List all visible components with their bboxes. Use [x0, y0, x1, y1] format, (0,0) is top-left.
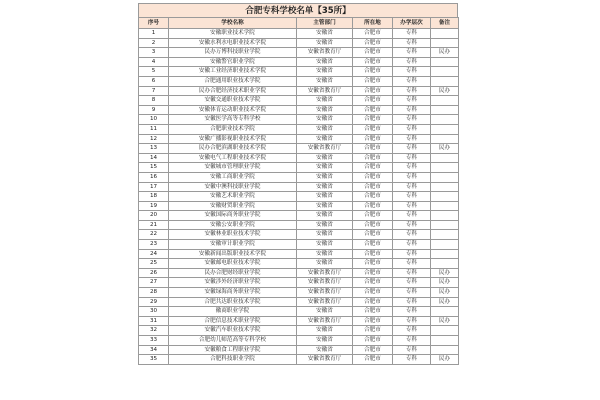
table-title: 合肥专科学校名单【35所】 — [138, 3, 458, 17]
cell-location: 合肥市 — [353, 134, 393, 144]
cell-note: 民办 — [431, 268, 459, 278]
cell-location: 合肥市 — [353, 307, 393, 317]
school-list-sheet — [138, 3, 458, 365]
cell-level: 专科 — [393, 355, 431, 365]
cell-location: 合肥市 — [353, 29, 393, 39]
cell-department: 安徽省 — [297, 201, 353, 211]
cell-index: 25 — [139, 259, 169, 269]
cell-index: 10 — [139, 115, 169, 125]
cell-location: 合肥市 — [353, 38, 393, 48]
cell-index: 8 — [139, 96, 169, 106]
cell-location: 合肥市 — [353, 172, 393, 182]
cell-location: 合肥市 — [353, 57, 393, 67]
cell-index: 2 — [139, 38, 169, 48]
cell-school-name: 安徽职业技术学院 — [169, 29, 297, 39]
cell-department: 安徽省教育厅 — [297, 268, 353, 278]
header-location: 所在地 — [353, 18, 393, 29]
cell-note — [431, 163, 459, 173]
cell-index: 30 — [139, 307, 169, 317]
cell-location: 合肥市 — [353, 230, 393, 240]
cell-school-name: 安徽交通职业技术学院 — [169, 96, 297, 106]
cell-department: 安徽省教育厅 — [297, 288, 353, 298]
cell-level: 专科 — [393, 115, 431, 125]
cell-school-name: 安徽工业经济职业技术学院 — [169, 67, 297, 77]
cell-index: 13 — [139, 144, 169, 154]
cell-level: 专科 — [393, 48, 431, 58]
table-row — [139, 278, 459, 288]
cell-index: 9 — [139, 105, 169, 115]
cell-index: 12 — [139, 134, 169, 144]
cell-note — [431, 201, 459, 211]
cell-note — [431, 220, 459, 230]
cell-department: 安徽省 — [297, 38, 353, 48]
cell-level: 专科 — [393, 211, 431, 221]
cell-level: 专科 — [393, 307, 431, 317]
cell-index: 3 — [139, 48, 169, 58]
cell-school-name: 民办万博科技职业学院 — [169, 48, 297, 58]
cell-department: 安徽省 — [297, 345, 353, 355]
cell-school-name: 安徽中澳科技职业学院 — [169, 182, 297, 192]
cell-note — [431, 124, 459, 134]
table-row — [139, 345, 459, 355]
cell-school-name: 安徽体育运动职业技术学院 — [169, 105, 297, 115]
cell-school-name: 合肥信息技术职业学院 — [169, 316, 297, 326]
cell-location: 合肥市 — [353, 144, 393, 154]
cell-index: 7 — [139, 86, 169, 96]
cell-department: 安徽省教育厅 — [297, 355, 353, 365]
cell-level: 专科 — [393, 201, 431, 211]
cell-note — [431, 96, 459, 106]
cell-department: 安徽省教育厅 — [297, 316, 353, 326]
cell-location: 合肥市 — [353, 153, 393, 163]
cell-note — [431, 153, 459, 163]
cell-note — [431, 336, 459, 346]
cell-department: 安徽省 — [297, 153, 353, 163]
cell-location: 合肥市 — [353, 192, 393, 202]
table-row — [139, 336, 459, 346]
table-row — [139, 38, 459, 48]
cell-school-name: 合肥共达职业技术学院 — [169, 297, 297, 307]
cell-department: 安徽省教育厅 — [297, 278, 353, 288]
cell-note — [431, 240, 459, 250]
cell-location: 合肥市 — [353, 105, 393, 115]
cell-department: 安徽省 — [297, 124, 353, 134]
cell-note — [431, 38, 459, 48]
table-row — [139, 297, 459, 307]
table-row — [139, 230, 459, 240]
cell-school-name: 安徽涉外经济职业学院 — [169, 278, 297, 288]
cell-note — [431, 211, 459, 221]
cell-note — [431, 259, 459, 269]
cell-level: 专科 — [393, 326, 431, 336]
cell-school-name: 合肥通用职业技术学院 — [169, 76, 297, 86]
cell-department: 安徽省 — [297, 67, 353, 77]
cell-department: 安徽省 — [297, 96, 353, 106]
header-index: 序号 — [139, 18, 169, 29]
cell-level: 专科 — [393, 220, 431, 230]
table-row — [139, 105, 459, 115]
cell-school-name: 安徽城市管理职业学院 — [169, 163, 297, 173]
cell-department: 安徽省 — [297, 230, 353, 240]
cell-department: 安徽省 — [297, 220, 353, 230]
cell-index: 16 — [139, 172, 169, 182]
cell-index: 11 — [139, 124, 169, 134]
cell-index: 32 — [139, 326, 169, 336]
cell-level: 专科 — [393, 86, 431, 96]
cell-index: 22 — [139, 230, 169, 240]
cell-index: 29 — [139, 297, 169, 307]
cell-department: 安徽省 — [297, 76, 353, 86]
cell-note — [431, 326, 459, 336]
cell-school-name: 安徽医学高等专科学校 — [169, 115, 297, 125]
cell-school-name: 合肥幼儿师范高等专科学校 — [169, 336, 297, 346]
cell-department: 安徽省 — [297, 172, 353, 182]
table-row — [139, 76, 459, 86]
cell-index: 17 — [139, 182, 169, 192]
cell-note: 民办 — [431, 316, 459, 326]
cell-location: 合肥市 — [353, 48, 393, 58]
cell-note: 民办 — [431, 86, 459, 96]
cell-note — [431, 57, 459, 67]
cell-level: 专科 — [393, 29, 431, 39]
table-row — [139, 240, 459, 250]
cell-location: 合肥市 — [353, 345, 393, 355]
cell-level: 专科 — [393, 288, 431, 298]
cell-index: 28 — [139, 288, 169, 298]
cell-school-name: 安徽电气工程职业技术学院 — [169, 153, 297, 163]
cell-department: 安徽省教育厅 — [297, 48, 353, 58]
cell-location: 合肥市 — [353, 278, 393, 288]
table-row — [139, 153, 459, 163]
cell-note — [431, 307, 459, 317]
cell-department: 安徽省 — [297, 115, 353, 125]
cell-location: 合肥市 — [353, 288, 393, 298]
table-row — [139, 326, 459, 336]
cell-note: 民办 — [431, 48, 459, 58]
cell-school-name: 民办合肥经济技术职业学院 — [169, 86, 297, 96]
table-row — [139, 307, 459, 317]
cell-level: 专科 — [393, 153, 431, 163]
cell-note — [431, 192, 459, 202]
cell-department: 安徽省 — [297, 326, 353, 336]
cell-level: 专科 — [393, 316, 431, 326]
cell-level: 专科 — [393, 76, 431, 86]
cell-level: 专科 — [393, 249, 431, 259]
cell-department: 安徽省 — [297, 211, 353, 221]
cell-level: 专科 — [393, 134, 431, 144]
cell-level: 专科 — [393, 336, 431, 346]
table-row — [139, 57, 459, 67]
header-department: 主管部门 — [297, 18, 353, 29]
cell-index: 27 — [139, 278, 169, 288]
table-row — [139, 86, 459, 96]
cell-location: 合肥市 — [353, 268, 393, 278]
table-row — [139, 67, 459, 77]
cell-note: 民办 — [431, 288, 459, 298]
cell-note — [431, 105, 459, 115]
cell-level: 专科 — [393, 124, 431, 134]
cell-department: 安徽省 — [297, 29, 353, 39]
cell-location: 合肥市 — [353, 336, 393, 346]
cell-location: 合肥市 — [353, 259, 393, 269]
table-row — [139, 249, 459, 259]
cell-location: 合肥市 — [353, 240, 393, 250]
cell-location: 合肥市 — [353, 76, 393, 86]
cell-school-name: 安徽绿海商务职业学院 — [169, 288, 297, 298]
cell-level: 专科 — [393, 144, 431, 154]
cell-location: 合肥市 — [353, 211, 393, 221]
cell-school-name: 安徽警官职业学院 — [169, 57, 297, 67]
cell-department: 安徽省 — [297, 240, 353, 250]
cell-school-name: 安徽邮电职业技术学院 — [169, 259, 297, 269]
cell-department: 安徽省 — [297, 336, 353, 346]
table-row — [139, 144, 459, 154]
cell-index: 23 — [139, 240, 169, 250]
cell-note: 民办 — [431, 144, 459, 154]
cell-index: 15 — [139, 163, 169, 173]
header-school-name: 学校名称 — [169, 18, 297, 29]
cell-level: 专科 — [393, 67, 431, 77]
header-level: 办学层次 — [393, 18, 431, 29]
cell-level: 专科 — [393, 182, 431, 192]
cell-index: 18 — [139, 192, 169, 202]
cell-note — [431, 134, 459, 144]
cell-school-name: 安徽国际商务职业学院 — [169, 211, 297, 221]
cell-school-name: 安徽广播影视职业技术学院 — [169, 134, 297, 144]
cell-location: 合肥市 — [353, 326, 393, 336]
cell-school-name: 安徽林业职业技术学院 — [169, 230, 297, 240]
cell-index: 34 — [139, 345, 169, 355]
cell-index: 21 — [139, 220, 169, 230]
cell-school-name: 安徽水利水电职业技术学院 — [169, 38, 297, 48]
cell-school-name: 徽商职业学院 — [169, 307, 297, 317]
cell-note — [431, 67, 459, 77]
cell-department: 安徽省 — [297, 249, 353, 259]
table-row — [139, 288, 459, 298]
cell-level: 专科 — [393, 38, 431, 48]
cell-index: 14 — [139, 153, 169, 163]
cell-location: 合肥市 — [353, 124, 393, 134]
cell-department: 安徽省 — [297, 105, 353, 115]
cell-department: 安徽省 — [297, 57, 353, 67]
cell-index: 1 — [139, 29, 169, 39]
cell-school-name: 安徽公安职业学院 — [169, 220, 297, 230]
cell-location: 合肥市 — [353, 115, 393, 125]
cell-department: 安徽省 — [297, 307, 353, 317]
table-row — [139, 355, 459, 365]
table-row — [139, 115, 459, 125]
cell-department: 安徽省教育厅 — [297, 144, 353, 154]
cell-level: 专科 — [393, 96, 431, 106]
cell-school-name: 安徽艺术职业学院 — [169, 192, 297, 202]
cell-level: 专科 — [393, 268, 431, 278]
cell-note: 民办 — [431, 278, 459, 288]
table-row — [139, 316, 459, 326]
cell-note — [431, 115, 459, 125]
cell-note: 民办 — [431, 355, 459, 365]
cell-school-name: 安徽工商职业学院 — [169, 172, 297, 182]
school-table — [138, 17, 459, 365]
cell-index: 19 — [139, 201, 169, 211]
cell-index: 20 — [139, 211, 169, 221]
cell-department: 安徽省 — [297, 163, 353, 173]
header-note: 备注 — [431, 18, 459, 29]
table-row — [139, 201, 459, 211]
table-row — [139, 211, 459, 221]
cell-school-name: 安徽汽车职业技术学院 — [169, 326, 297, 336]
cell-level: 专科 — [393, 345, 431, 355]
header-row — [139, 18, 459, 29]
table-row — [139, 259, 459, 269]
cell-level: 专科 — [393, 105, 431, 115]
cell-note — [431, 230, 459, 240]
cell-department: 安徽省教育厅 — [297, 297, 353, 307]
cell-level: 专科 — [393, 57, 431, 67]
cell-level: 专科 — [393, 192, 431, 202]
cell-note — [431, 249, 459, 259]
table-row — [139, 220, 459, 230]
cell-note — [431, 182, 459, 192]
table-row — [139, 29, 459, 39]
cell-note — [431, 172, 459, 182]
table-row — [139, 172, 459, 182]
cell-department: 安徽省 — [297, 192, 353, 202]
cell-note — [431, 29, 459, 39]
cell-department: 安徽省 — [297, 259, 353, 269]
table-row — [139, 134, 459, 144]
cell-location: 合肥市 — [353, 220, 393, 230]
cell-location: 合肥市 — [353, 182, 393, 192]
cell-note — [431, 345, 459, 355]
cell-index: 31 — [139, 316, 169, 326]
cell-note — [431, 76, 459, 86]
cell-index: 5 — [139, 67, 169, 77]
cell-level: 专科 — [393, 259, 431, 269]
table-row — [139, 48, 459, 58]
cell-school-name: 合肥职业技术学院 — [169, 124, 297, 134]
cell-level: 专科 — [393, 278, 431, 288]
cell-index: 35 — [139, 355, 169, 365]
cell-level: 专科 — [393, 230, 431, 240]
cell-index: 4 — [139, 57, 169, 67]
cell-location: 合肥市 — [353, 297, 393, 307]
table-row — [139, 124, 459, 134]
cell-school-name: 安徽粮食工程职业学院 — [169, 345, 297, 355]
cell-school-name: 安徽新闻出版职业技术学院 — [169, 249, 297, 259]
cell-department: 安徽省 — [297, 182, 353, 192]
cell-location: 合肥市 — [353, 96, 393, 106]
cell-school-name: 民办合肥滨湖职业技术学院 — [169, 144, 297, 154]
cell-location: 合肥市 — [353, 249, 393, 259]
cell-level: 专科 — [393, 240, 431, 250]
cell-level: 专科 — [393, 172, 431, 182]
table-row — [139, 182, 459, 192]
cell-index: 24 — [139, 249, 169, 259]
cell-level: 专科 — [393, 163, 431, 173]
cell-location: 合肥市 — [353, 86, 393, 96]
cell-school-name: 安徽财贸职业学院 — [169, 201, 297, 211]
cell-location: 合肥市 — [353, 163, 393, 173]
cell-index: 6 — [139, 76, 169, 86]
cell-index: 33 — [139, 336, 169, 346]
table-row — [139, 192, 459, 202]
cell-school-name: 民办合肥财经职业学院 — [169, 268, 297, 278]
cell-index: 26 — [139, 268, 169, 278]
table-row — [139, 268, 459, 278]
table-row — [139, 163, 459, 173]
cell-location: 合肥市 — [353, 67, 393, 77]
cell-department: 安徽省 — [297, 134, 353, 144]
cell-location: 合肥市 — [353, 201, 393, 211]
cell-location: 合肥市 — [353, 355, 393, 365]
cell-level: 专科 — [393, 297, 431, 307]
cell-school-name: 安徽审计职业学院 — [169, 240, 297, 250]
cell-location: 合肥市 — [353, 316, 393, 326]
cell-department: 安徽省教育厅 — [297, 86, 353, 96]
cell-note: 民办 — [431, 297, 459, 307]
cell-school-name: 合肥科技职业学院 — [169, 355, 297, 365]
table-row — [139, 96, 459, 106]
